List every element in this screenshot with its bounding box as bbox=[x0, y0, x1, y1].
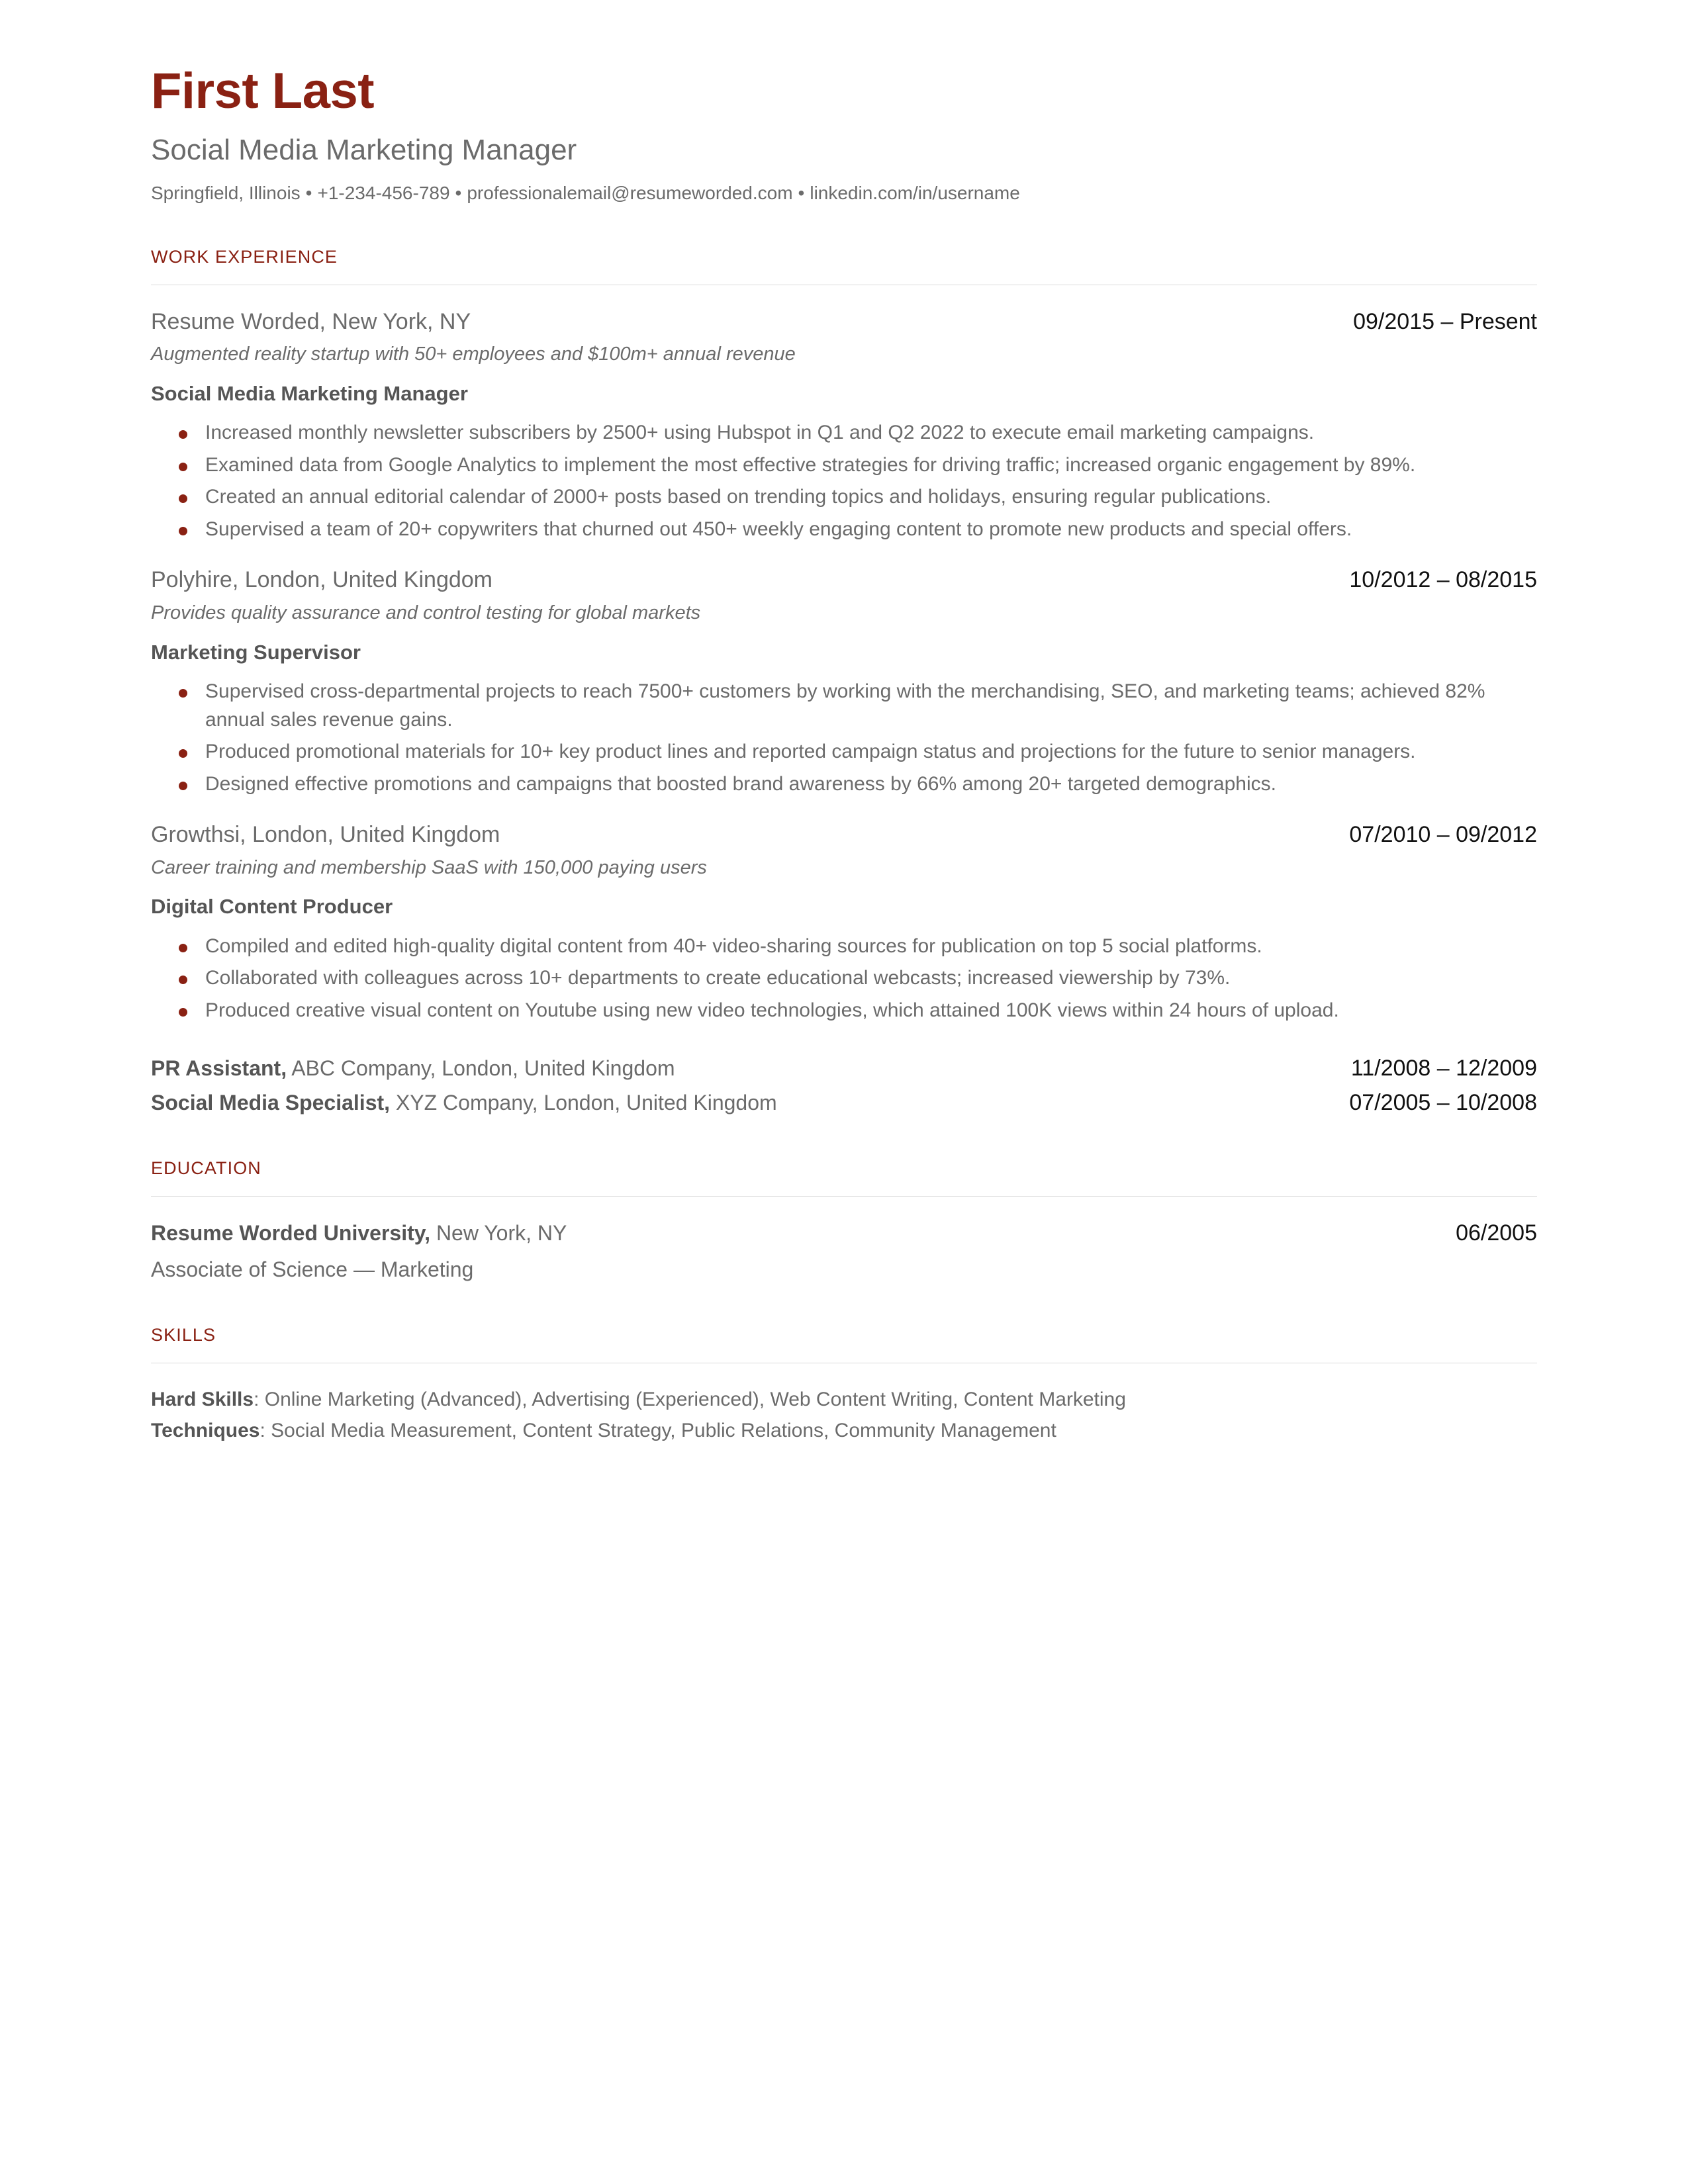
work-entry bbox=[151, 821, 1537, 1024]
education-date: 06/2005 bbox=[1456, 1220, 1537, 1246]
work-bullet: Created an annual editorial calendar of 2000+ posts based on trending topics and holidays, ensuring regular publications. bbox=[151, 483, 1537, 512]
work-company: Resume Worded, New York, NY bbox=[151, 308, 471, 334]
work-entry bbox=[151, 566, 1537, 798]
resume-header bbox=[151, 64, 1537, 206]
contact-email[interactable]: professionalemail@resumeworded.com bbox=[467, 183, 793, 204]
section-heading-education: EDUCATION bbox=[151, 1158, 261, 1178]
work-company: Growthsi, London, United Kingdom bbox=[151, 822, 500, 848]
section-heading-work: WORK EXPERIENCE bbox=[151, 246, 338, 267]
education-school bbox=[151, 1220, 567, 1248]
work-role-title: Digital Content Producer bbox=[151, 895, 393, 919]
work-bullet: Collaborated with colleagues across 10+ departments to create educational webcasts; increased viewership by 73%. bbox=[151, 964, 1537, 993]
skills-row bbox=[151, 1386, 1537, 1414]
work-bullet-list bbox=[151, 419, 1537, 543]
work-bullet: Increased monthly newsletter subscribers by 2500+ using Hubspot in Q1 and Q2 2022 to execute email marketing campaigns. bbox=[151, 419, 1537, 447]
work-entry-header bbox=[151, 308, 1537, 336]
work-compact-role: PR Assistant, bbox=[151, 1056, 287, 1080]
education-school-location: New York, NY bbox=[436, 1220, 567, 1245]
work-role-title: Social Media Marketing Manager bbox=[151, 381, 468, 405]
work-entry bbox=[151, 308, 1537, 544]
work-bullet: Produced promotional materials for 10+ key product lines and reported campaign status and projections for the future to senior managers. bbox=[151, 738, 1537, 766]
work-bullet: Compiled and edited high-quality digital content from 40+ video-sharing sources for publication on top 5 social platforms. bbox=[151, 933, 1537, 961]
work-bullet-list bbox=[151, 678, 1537, 798]
section-work-experience bbox=[151, 247, 1537, 1117]
contact-linkedin[interactable]: linkedin.com/in/username bbox=[810, 183, 1020, 204]
work-company: Polyhire, London, United Kingdom bbox=[151, 567, 492, 593]
section-education bbox=[151, 1158, 1537, 1284]
work-compact-list bbox=[151, 1054, 1537, 1117]
professional-headline: Social Media Marketing Manager bbox=[151, 133, 577, 166]
work-compact-row bbox=[151, 1054, 1537, 1083]
section-divider-education bbox=[151, 1196, 1537, 1197]
resume-sheet bbox=[151, 64, 1537, 1445]
work-compact-daterange: 07/2005 – 10/2008 bbox=[1349, 1090, 1537, 1116]
contact-separator-3: • bbox=[798, 183, 805, 204]
work-role-title: Marketing Supervisor bbox=[151, 640, 361, 664]
skills-label: Techniques bbox=[151, 1419, 260, 1441]
work-bullet: Examined data from Google Analytics to implement the most effective strategies for driving traffic; increased organic engagement by 89%. bbox=[151, 451, 1537, 480]
page-title: First Last bbox=[151, 63, 375, 119]
contact-phone: +1-234-456-789 bbox=[317, 183, 450, 204]
work-daterange: 07/2010 – 09/2012 bbox=[1349, 822, 1537, 848]
contact-line bbox=[151, 181, 1537, 205]
work-bullet: Supervised cross-departmental projects to reach 7500+ customers by working with the merchandising, SEO, and marketing teams; achieved 82% annual sales revenue gains. bbox=[151, 678, 1537, 734]
education-entry-header bbox=[151, 1219, 1537, 1248]
section-heading-skills: SKILLS bbox=[151, 1324, 216, 1345]
work-compact-row bbox=[151, 1089, 1537, 1117]
contact-separator-2: • bbox=[455, 183, 462, 204]
work-bullet: Designed effective promotions and campaigns that boosted brand awareness by 66% among 20+ targeted demographics. bbox=[151, 770, 1537, 799]
work-company-blurb: Augmented reality startup with 50+ employees and $100m+ annual revenue bbox=[151, 343, 796, 365]
work-compact-left bbox=[151, 1089, 777, 1117]
skills-row bbox=[151, 1417, 1537, 1445]
skills-value: : Online Marketing (Advanced), Advertising (Experienced), Web Content Writing, Content Marketing bbox=[254, 1388, 1126, 1410]
work-entry-header bbox=[151, 566, 1537, 594]
work-entry-header bbox=[151, 821, 1537, 849]
skills-label: Hard Skills bbox=[151, 1388, 254, 1410]
section-skills bbox=[151, 1325, 1537, 1445]
work-bullet: Supervised a team of 20+ copywriters that churned out 450+ weekly engaging content to promote new products and special offers. bbox=[151, 516, 1537, 544]
work-company-blurb: Provides quality assurance and control testing for global markets bbox=[151, 602, 701, 623]
work-daterange: 10/2012 – 08/2015 bbox=[1349, 567, 1537, 593]
work-compact-left bbox=[151, 1055, 675, 1083]
education-school-name: Resume Worded University, bbox=[151, 1220, 431, 1245]
skills-value: : Social Media Measurement, Content Strategy, Public Relations, Community Management bbox=[259, 1419, 1056, 1441]
contact-location: Springfield, Illinois bbox=[151, 183, 301, 204]
work-company-blurb: Career training and membership SaaS with 150,000 paying users bbox=[151, 856, 707, 878]
work-bullet-list bbox=[151, 933, 1537, 1025]
work-compact-role: Social Media Specialist, bbox=[151, 1091, 391, 1115]
work-compact-company: XYZ Company, London, United Kingdom bbox=[395, 1091, 777, 1115]
education-degree: Associate of Science — Marketing bbox=[151, 1257, 474, 1282]
work-bullet: Produced creative visual content on Youtube using new video technologies, which attained 100K views within 24 hours of upload. bbox=[151, 997, 1537, 1025]
work-compact-daterange: 11/2008 – 12/2009 bbox=[1350, 1055, 1537, 1081]
contact-separator-1: • bbox=[305, 183, 312, 204]
work-daterange: 09/2015 – Present bbox=[1353, 308, 1537, 334]
work-compact-company: ABC Company, London, United Kingdom bbox=[291, 1056, 675, 1080]
